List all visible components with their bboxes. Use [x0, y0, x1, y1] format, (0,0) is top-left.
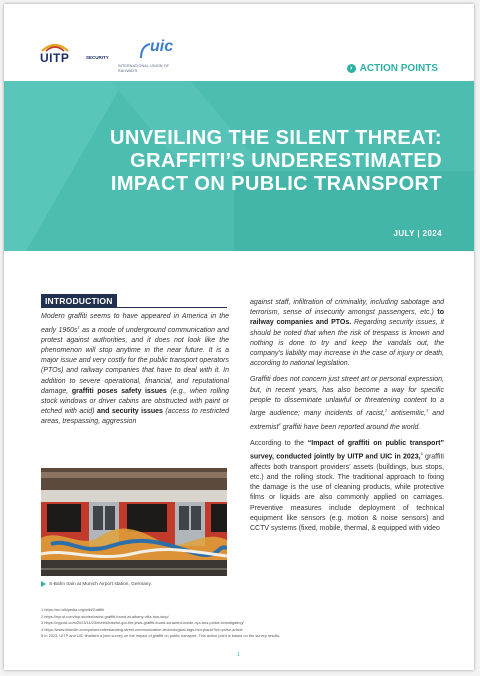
- title-line: GRAFFITI’S UNDERESTIMATED: [130, 150, 442, 172]
- paragraph: against staff, infiltration of criminality, including sabotage and terrorism, sense of insecurity amongst passengers, etc.) to railway companies and PTOs. Regarding security issues, it should be noted that when the risk of trespass is known and nothing is done to try and keep the vandals out, the company’s liability may increase in the case of injury or death, according to national legislation.: [250, 299, 445, 368]
- photo-caption-text: S-Bahn train at Munich Airport station, Germany.: [49, 581, 152, 587]
- train-photo: [41, 468, 227, 576]
- paragraph: Modern graffiti seems to have appeared in America in the early $1960s^1$ as a mode of underground communication and protest against authorities, and it does not look like the phenomenon will stop anytime in the near future. It is a major issue and very costly for the public transport operators (PTOs) and railway companies that have to deal with it. In addition to severe operational, financial, and reputational damage, graffiti poses safety issues (e.g., when rolling stock windows or driver cabins are obstructed with paint or etched with acid) and security issues (access to restricted areas, trespassing, aggression: [41, 313, 230, 426]
- uic-logo-text: uic: [150, 38, 174, 55]
- chevron-right-icon: ›: [347, 64, 356, 73]
- footnote: 3 https://nypost.com/2023/11/23/metro/hateful-got-the-jews-graffiti-found-scrawled-inside-nyc-bus-police-investigating/: [41, 620, 244, 625]
- footnote: 5 In 2023, UITP and UIC finalised a joint survey on the impact of graffiti on public transport. This action point is based on the survey results.: [41, 633, 281, 638]
- category-label: [347, 63, 438, 74]
- footnote: 2 https://nyr.st.com/top-stories/racist-graffiti-found-at-albany-villa-bus-stop/: [41, 613, 169, 619]
- document-page: [4, 4, 474, 670]
- uitp-logo-subtext: SECURITY: [86, 55, 109, 60]
- publication-date: JULY | 2024: [393, 229, 442, 238]
- footnote: 1 https://en.wikipedia.org/wiki/Graffiti: [41, 607, 105, 612]
- page-title: [32, 127, 442, 196]
- page-number: 1: [237, 652, 240, 658]
- train-illustration: [41, 468, 227, 576]
- left-column: [41, 312, 229, 434]
- section-heading: INTRODUCTION: [41, 294, 117, 308]
- footnotes: [41, 607, 446, 640]
- photo-caption: [41, 581, 152, 587]
- section-divider: [41, 307, 227, 308]
- triangle-bullet-icon: [41, 581, 46, 587]
- title-banner: [4, 81, 474, 251]
- paragraph: According to the “Impact of graffiti on public transport” survey, conducted jointly by UITP and UIC in 2023,$^5$ graffiti affects both transport providers’ assets (buildings, bus stops, etc.) and the rolling stock. The traditional approach to fixing the damage is the use of cleaning products, while protective films or liquids are also commonly applied on carriages. Preventive measures include deployment of technical equipment like sensors (e.g. motion & noise sensors) and CCTV systems (fixed, mobile, thermal, & equipped with video: [250, 440, 444, 533]
- uic-logo-subtext: INTERNATIONAL UNION OF RAILWAYS: [118, 64, 170, 73]
- footnote: 4 https://www.linkedin.com/pulse/understanding-street-communication-technological-tags-ben-jbara/?trk=pulse-article: [41, 626, 243, 632]
- uitp-logo: [40, 42, 109, 72]
- title-line: UNVEILING THE SILENT THREAT:: [110, 127, 442, 149]
- paragraph: Graffiti does not concern just street art or personal expression, but, in recent years, has also become a way for specific people to disseminate unlawful or threatening content to a large audience; many incidents of racist,$^2$ antisemitic,$^3$ and extremist$^4$ graffiti have been reported around the world.: [250, 376, 444, 431]
- uitp-logo-text: UITP: [40, 51, 70, 65]
- category-label-text: ACTION POINTS: [359, 63, 438, 74]
- title-line: IMPACT ON PUBLIC TRANSPORT: [110, 173, 442, 195]
- uic-logo: [118, 40, 178, 74]
- right-column: [250, 298, 444, 540]
